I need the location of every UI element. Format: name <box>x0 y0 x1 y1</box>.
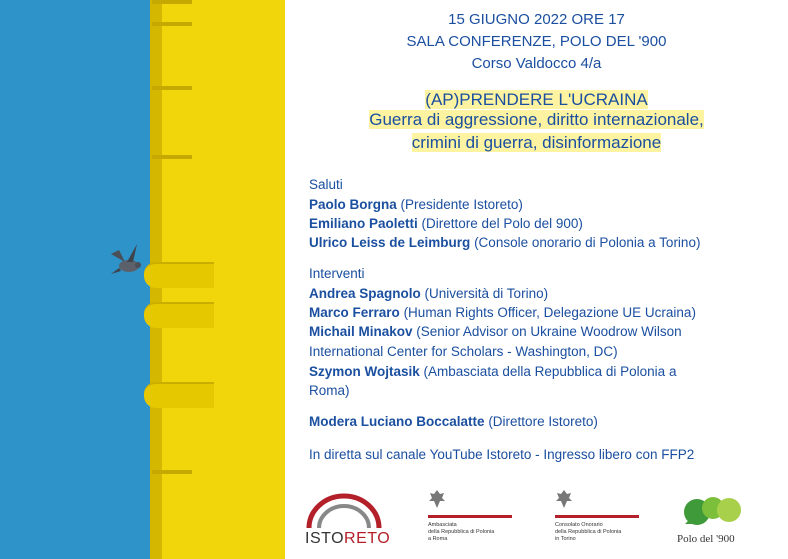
istoreto-logo <box>303 490 391 550</box>
consolato-line2: della Repubblica di Polonia <box>555 529 622 535</box>
istoreto-arch-icon <box>303 490 385 530</box>
consolato-line1: Consolato Onorario <box>555 522 603 528</box>
speaker-role-cont: International Center for Scholars - Washington, DC) <box>309 344 618 359</box>
speaker-name: Szymon Wojtasik <box>309 364 420 379</box>
speaker-name: Marco Ferraro <box>309 305 400 320</box>
speaker-line <box>309 216 583 231</box>
consolato-logo <box>550 488 645 552</box>
event-subtitle-2 <box>285 131 788 154</box>
event-address: Corso Valdocco 4/a <box>471 55 602 72</box>
polo-900-logo <box>675 494 755 554</box>
speaker-line <box>309 197 523 212</box>
poster-photo <box>0 0 285 559</box>
ambasciata-line2: della Repubblica di Polonia <box>428 529 495 535</box>
balcony <box>144 262 214 288</box>
speaker-role: (Ambasciata della Repubblica di Polonia a <box>423 364 677 379</box>
balcony <box>144 382 214 408</box>
flag-stripe <box>428 515 512 518</box>
speaker-line <box>309 305 696 320</box>
floor-slab <box>152 0 192 4</box>
speaker-role: (Senior Advisor on Ukraine Woodrow Wilson <box>416 324 682 339</box>
moderator-role: (Direttore Istoreto) <box>488 414 598 429</box>
event-date: 15 GIUGNO 2022 ORE 17 <box>448 11 625 28</box>
speaker-role: (Università di Torino) <box>424 286 549 301</box>
balcony <box>144 302 214 328</box>
floor-slab <box>152 155 192 159</box>
speaker-line <box>309 364 676 379</box>
polish-eagle-icon <box>555 488 573 510</box>
event-venue: SALA CONFERENZE, POLO DEL '900 <box>406 33 667 50</box>
speaker-line <box>309 235 700 250</box>
istoreto-text: ISTO <box>305 530 345 547</box>
speaker-role-cont: Roma) <box>309 383 350 398</box>
ambasciata-logo <box>422 488 517 552</box>
speaker-role: (Console onorario di Polonia a Torino) <box>474 235 701 250</box>
title-line-2: Guerra di aggressione, diritto internazionale, <box>369 110 704 129</box>
moderator-name: Modera Luciano Boccalatte <box>309 414 485 429</box>
speaker-role: (Human Rights Officer, Delegazione UE Ucraina) <box>403 305 696 320</box>
consolato-line3: in Torino <box>555 536 576 542</box>
polo-text: Polo del '900 <box>677 533 735 545</box>
speaker-name: Emiliano Paoletti <box>309 216 418 231</box>
title-line-3: crimini di guerra, disinformazione <box>411 133 662 152</box>
flag-stripe <box>555 515 639 518</box>
speaker-name: Paolo Borgna <box>309 197 397 212</box>
speaker-line <box>309 286 548 301</box>
istoreto-text-accent: RETO <box>344 530 391 547</box>
floor-slab <box>152 86 192 90</box>
speaker-name: Andrea Spagnolo <box>309 286 421 301</box>
speaker-line <box>309 324 682 339</box>
ambasciata-line3: a Roma <box>428 536 448 542</box>
ambasciata-line1: Ambasciata <box>428 522 457 528</box>
speaker-role: (Direttore del Polo del 900) <box>421 216 583 231</box>
floor-slab <box>152 22 192 26</box>
polo-leaves-icon <box>675 494 745 530</box>
floor-slab <box>152 470 192 474</box>
saluti-heading: Saluti <box>309 177 343 192</box>
event-subtitle-1 <box>285 108 788 131</box>
polish-eagle-icon <box>428 488 446 510</box>
speaker-role: (Presidente Istoreto) <box>400 197 523 212</box>
pigeon-icon <box>107 240 147 280</box>
speaker-name: Michail Minakov <box>309 324 413 339</box>
moderator-line <box>309 414 598 429</box>
title-line-1: (AP)PRENDERE L'UCRAINA <box>425 90 648 109</box>
interventi-heading: Interventi <box>309 266 365 281</box>
speaker-name: Ulrico Leiss de Leimburg <box>309 235 471 250</box>
streaming-info: In diretta sul canale YouTube Istoreto - Ingresso libero con FFP2 <box>309 447 695 462</box>
